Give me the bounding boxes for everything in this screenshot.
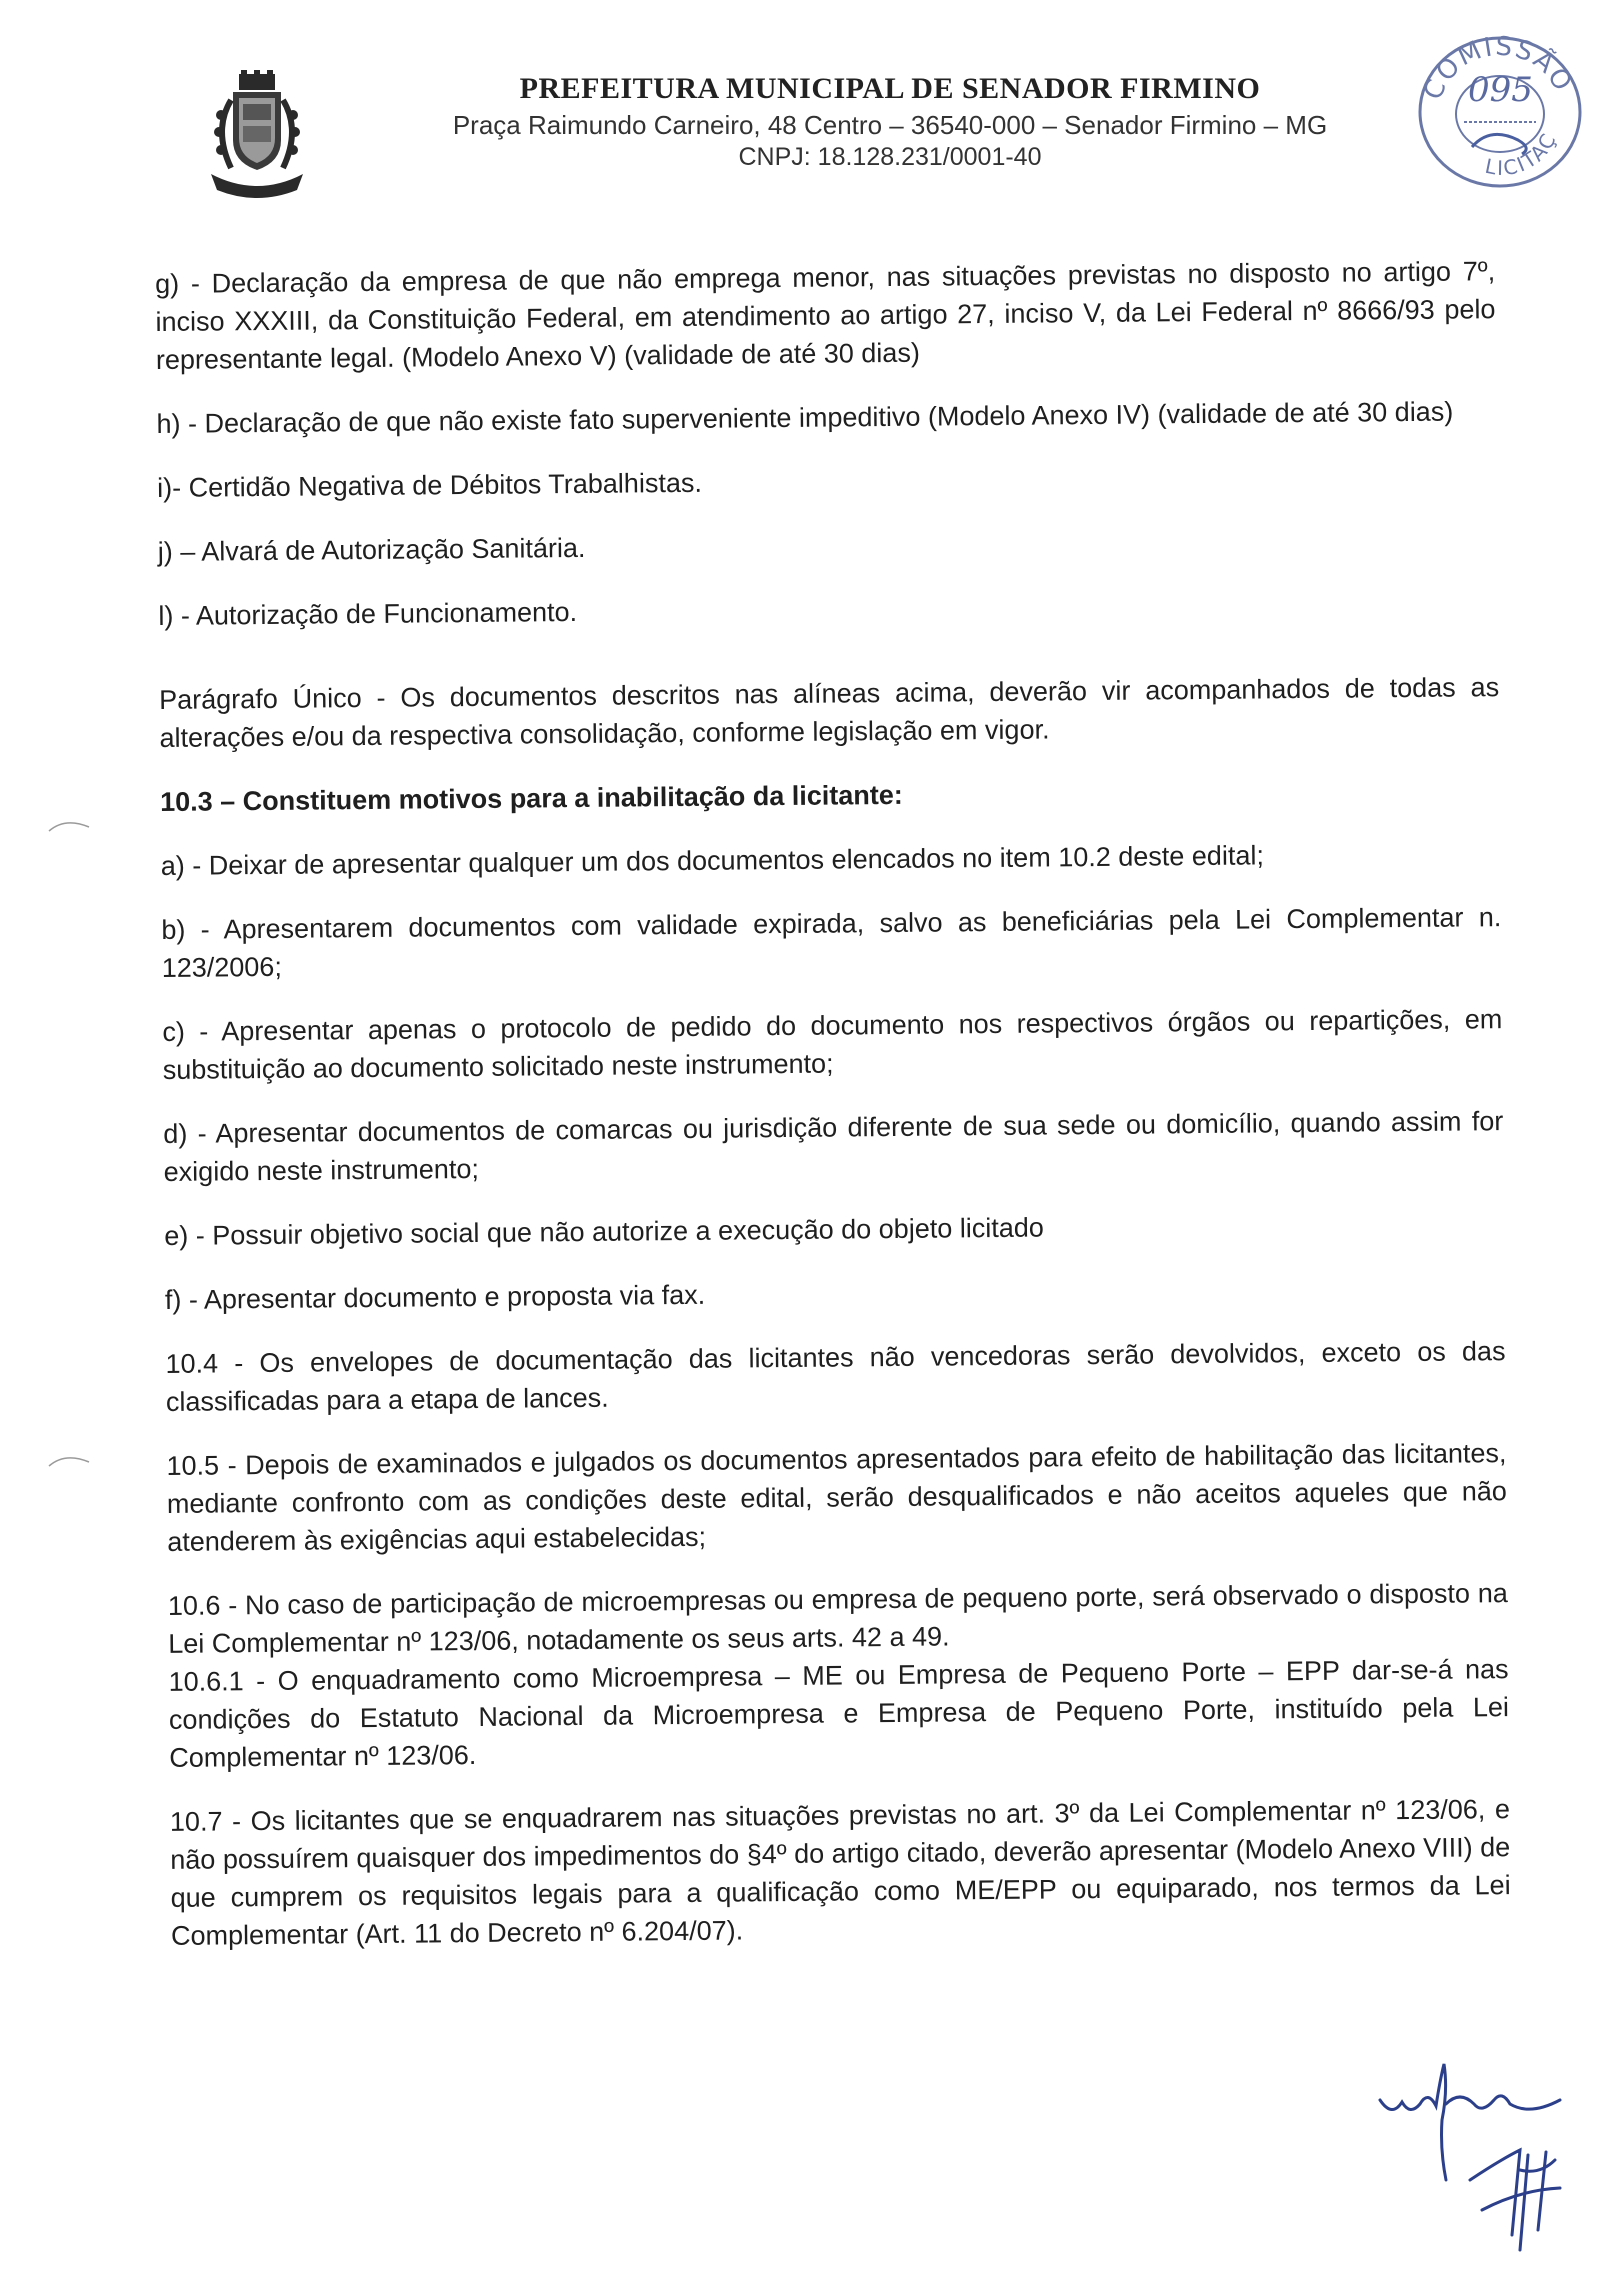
item-b-paragraph: b) - Apresentarem documentos com validade expirada, salvo as beneficiárias pela Lei Complementar n. 123/2006; [161,902,1502,983]
municipal-coat-of-arms-icon [205,70,310,200]
letterhead [0,0,1600,230]
item-g-paragraph: g) - Declaração da empresa de que não emprega menor, nas situações previstas no disposto no artigo 7º, inciso XXXIII, da Constituição Federal, em atendimento ao artigo 27, inciso V, da Lei Federal nº 8666/93 pelo representante legal. (Modelo Anexo V) (validade de até 30 dias) [155,256,1496,375]
section-10-5-paragraph: 10.5 - Depois de examinados e julgados os documentos apresentados para efeito de habilitação das licitantes, mediante confronto com as condições deste edital, serão desqualificados e não aceitos aqueles que não atenderem às exigências aqui estabelecidas; [166,1438,1507,1557]
commission-stamp [1410,22,1590,192]
section-10-6-1-paragraph: 10.6.1 - O enquadramento como Microempresa – ME ou Empresa de Pequeno Porte – EPP dar-se-á nas condições do Estatuto Nacional da Microempresa e Empresa de Pequeno Porte, instituído pela Lei Complementar nº 123/06. [168,1654,1510,1773]
paragrafo-unico: Parágrafo Único - Os documentos descritos nas alíneas acima, deverão vir acompanhados de todas as alterações e/ou da respectiva consolidação, conforme legislação em vigor. [159,672,1500,753]
margin-mark-icon [45,815,95,835]
section-10-7-paragraph: 10.7 - Os licitantes que se enquadrarem nas situações previstas no art. 3º da Lei Complementar nº 123/06, e não possuírem quaisquer dos impedimentos do §4º do artigo citado, deverão apresentar (Modelo Anexo VIII) de que cumprem os requisitos legais para a qualificação como ME/EPP ou equiparado, nos termos da Lei Complementar (Art. 11 do Decreto nº 6.204/07). [169,1794,1511,1951]
document-body [155,252,1511,1981]
item-l-paragraph: l) - Autorização de Funcionamento. [158,596,578,631]
stamp-page-number: 095 [1468,70,1533,110]
stamp-top-text: COMISSÃO [1418,31,1579,105]
margin-mark-icon [45,1450,95,1470]
item-e-paragraph: e) - Possuir objetivo social que não autorize a execução do objeto licitado [164,1212,1044,1251]
section-10-4-paragraph: 10.4 - Os envelopes de documentação das licitantes não vencedoras serão devolvidos, exceto os das classificadas para a etapa de lances. [165,1336,1506,1417]
municipality-name: PREFEITURA MUNICIPAL DE SENADOR FIRMINO [519,72,1261,105]
item-i-paragraph: i)- Certidão Negativa de Débitos Trabalhistas. [156,467,703,503]
item-c-paragraph: c) - Apresentar apenas o protocolo de pedido do documento nos respectivos órgãos ou repartições, em substituição ao documento solicitado neste instrumento; [162,1004,1503,1085]
item-a-paragraph: a) - Deixar de apresentar qualquer um dos documentos elencados no item 10.2 deste edital; [160,840,1265,881]
stamp-bottom-text: LICITAÇ [1483,128,1562,181]
section-10-3-heading: 10.3 – Constituem motivos para a inabilitação da licitante: [160,779,903,817]
section-10-6-paragraph: 10.6 - No caso de participação de microempresas ou empresa de pequeno porte, será observado o disposto na Lei Complementar nº 123/06, notadamente os seus arts. 42 a 49. [167,1578,1508,1659]
item-h-paragraph: h) - Declaração de que não existe fato superveniente impeditivo (Modelo Anexo IV) (validade de até 30 dias) [156,396,1454,439]
item-d-paragraph: d) - Apresentar documentos de comarcas ou jurisdição diferente de sua sede ou domicílio, quando assim for exigido neste instrumento; [163,1106,1504,1187]
municipality-address: Praça Raimundo Carneiro, 48 Centro – 36540-000 – Senador Firmino – MG [452,110,1328,140]
municipality-cnpj: CNPJ: 18.128.231/0001-40 [738,143,1042,171]
handwritten-signature-icon [1370,2060,1580,2260]
item-f-paragraph: f) - Apresentar documento e proposta via fax. [164,1279,706,1315]
letterhead-text [400,72,1380,172]
item-j-paragraph: j) – Alvará de Autorização Sanitária. [157,532,586,567]
